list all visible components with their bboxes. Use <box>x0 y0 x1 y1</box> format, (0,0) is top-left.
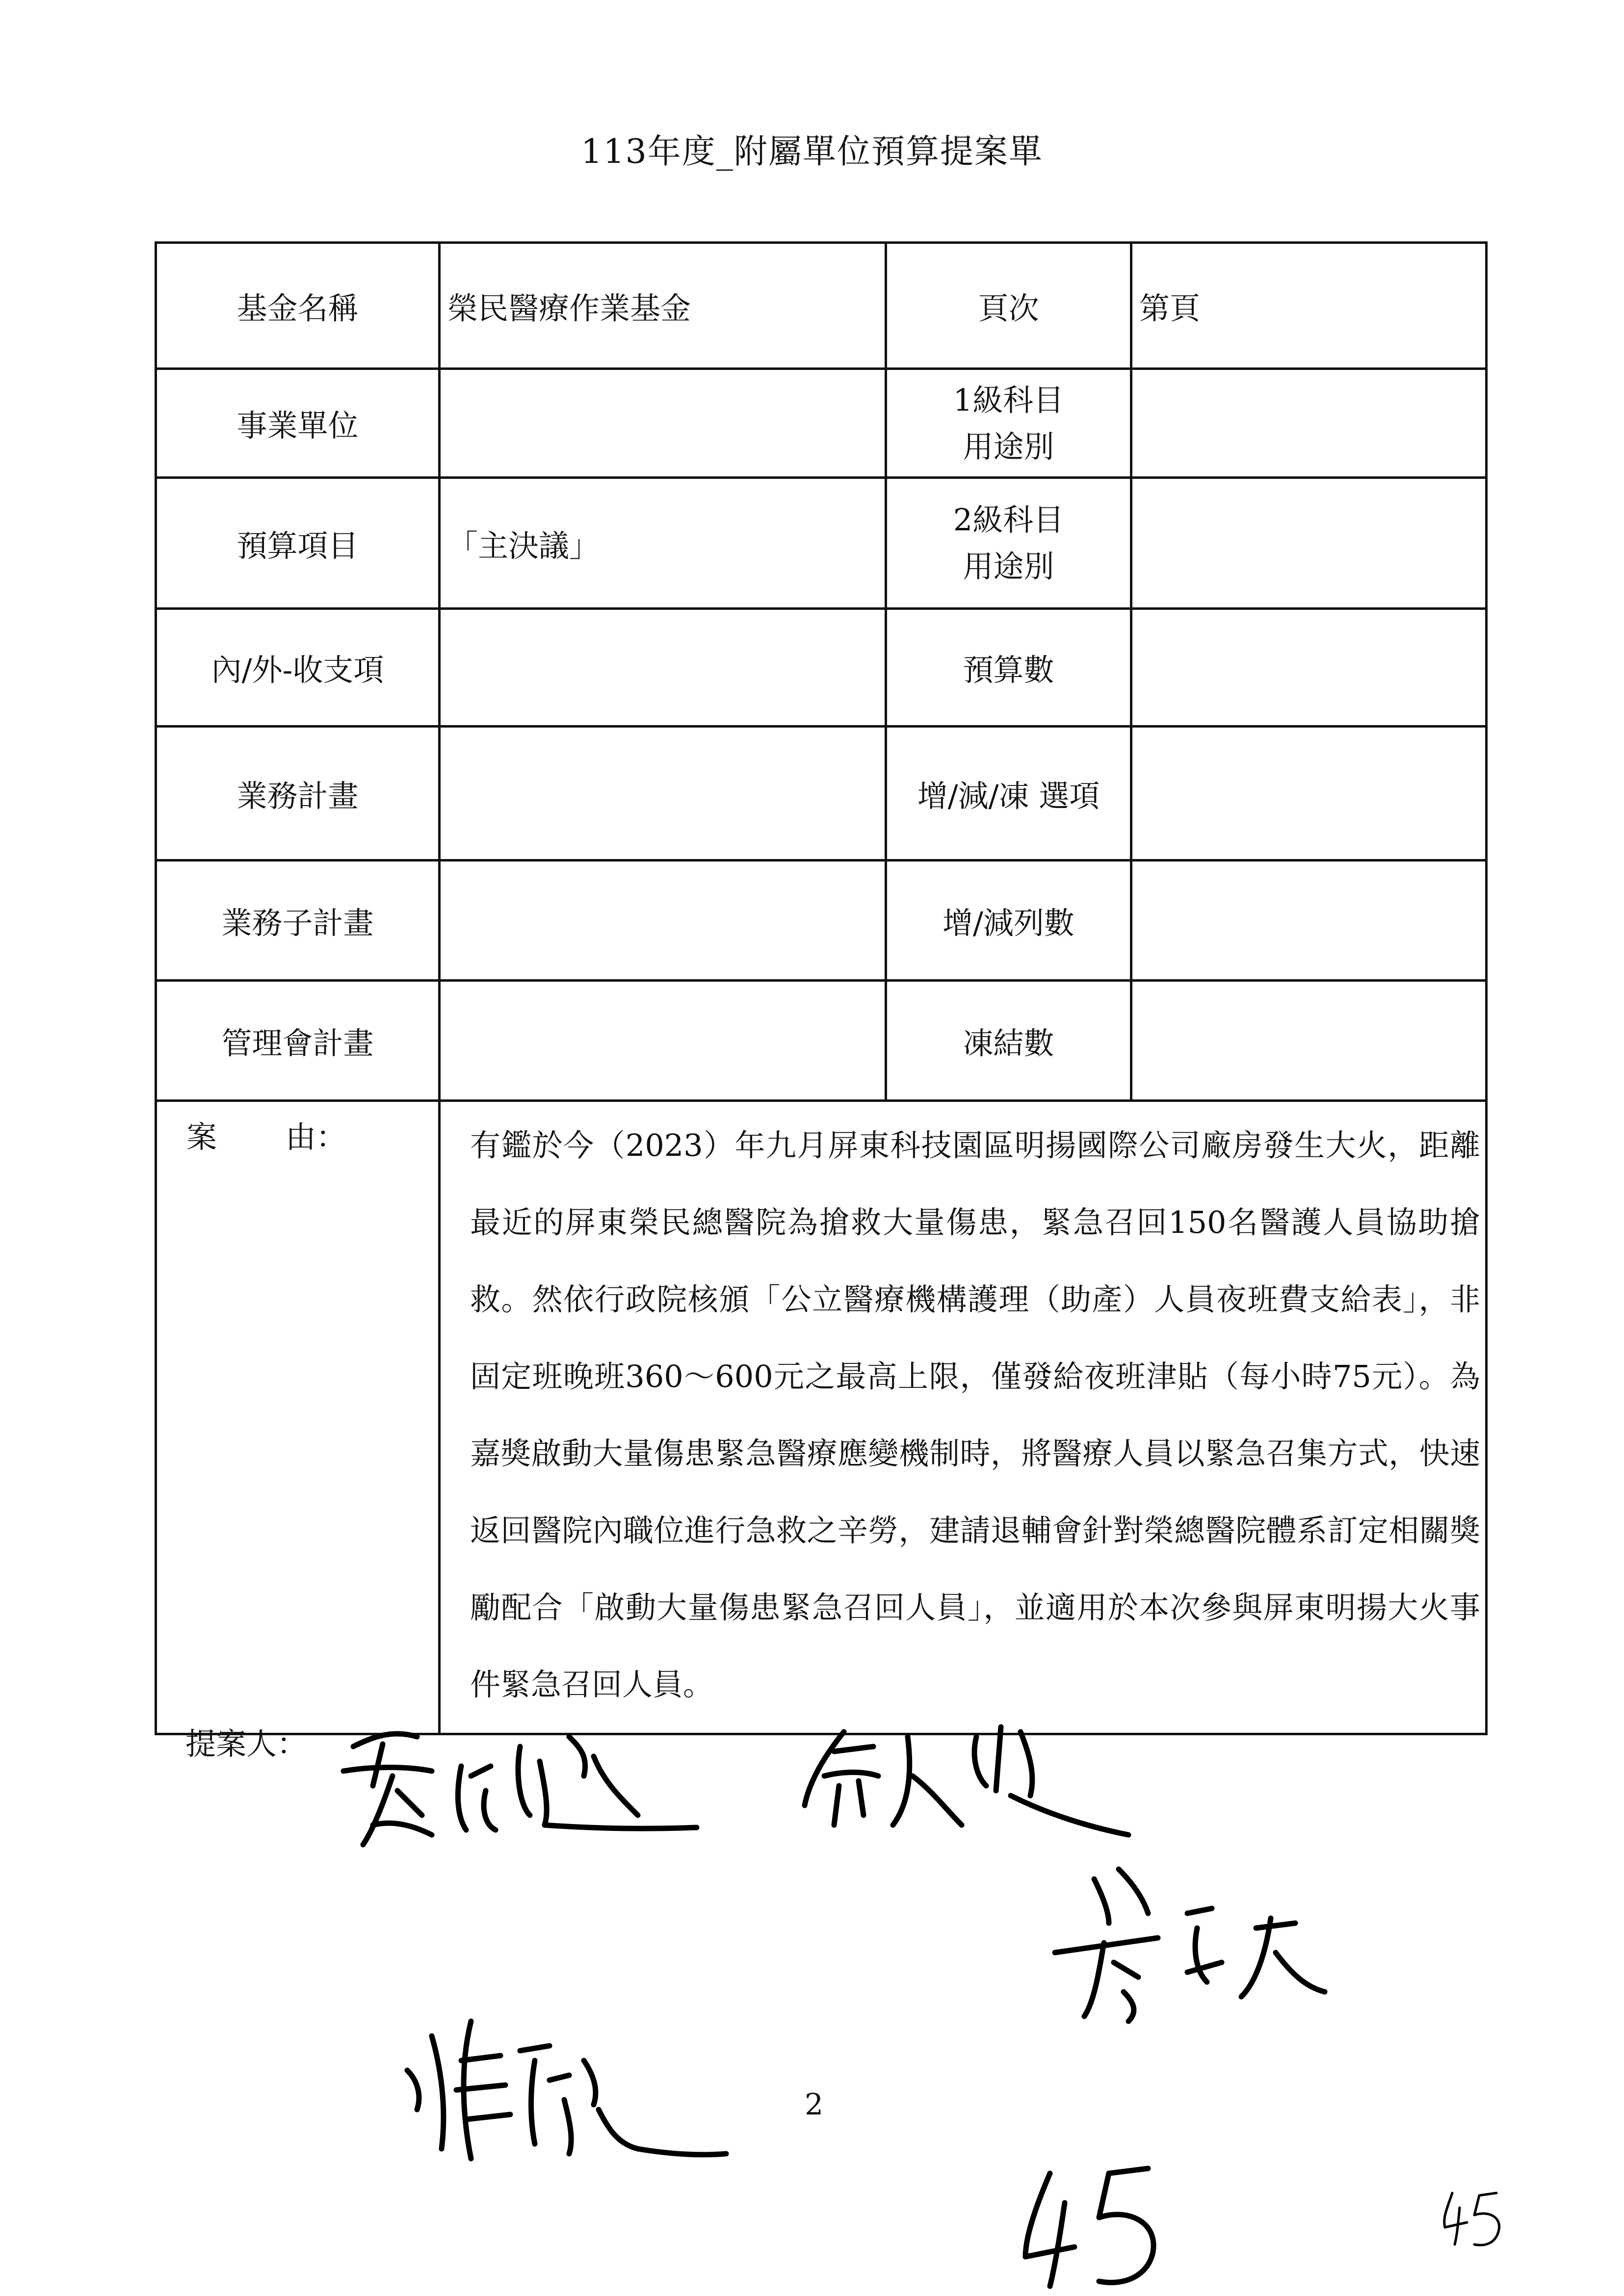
field-label: 增/減列數 <box>886 861 1131 981</box>
reason-label-char: 由： <box>286 1119 347 1155</box>
field-value: 榮民醫療作業基金 <box>440 243 886 369</box>
proposer-label: 提案人： <box>185 1726 308 1762</box>
field-label: 事業單位 <box>156 369 440 478</box>
field-label: 凍結數 <box>886 981 1131 1101</box>
signature-1 <box>343 1734 697 1845</box>
field-label: 管理會計畫 <box>156 981 440 1101</box>
field-label-line: 用途別 <box>963 428 1054 465</box>
handwritten-number-small <box>1444 2193 1499 2245</box>
field-label: 預算項目 <box>156 478 440 609</box>
field-label: 內/外-收支項 <box>156 609 440 727</box>
field-label-line: 用途別 <box>963 548 1054 584</box>
page-title: 113年度_附屬單位預算提案單 <box>581 132 1043 171</box>
page-number: 2 <box>805 2087 824 2122</box>
handwritten-number-large <box>1025 2168 1153 2286</box>
signature-2 <box>805 1727 1128 1835</box>
field-value: 「主決議」 <box>440 478 886 609</box>
field-label-line: 2級科目 <box>953 502 1064 538</box>
reason-label-char: 案 <box>186 1119 217 1155</box>
field-label: 基金名稱 <box>156 243 440 369</box>
field-label: 業務計畫 <box>156 727 440 861</box>
field-value: 第頁 <box>1131 243 1487 369</box>
field-label: 預算數 <box>886 609 1131 727</box>
field-label: 頁次 <box>886 243 1131 369</box>
field-label-line: 1級科目 <box>953 382 1064 418</box>
reason-text: 有鑑於今（2023）年九月屏東科技園區明揚國際公司廠房發生大火，距離最近的屏東榮民總醫院為搶救大量傷患，緊急召回150名醫護人員協助搶救。然依行政院核頒「公立醫療機構護理（助產）人員夜班費支給表」，非固定班晚班360～600元之最高上限，僅發給夜班津貼（每小時75元）。為嘉獎啟動大量傷患緊急醫療應變機制時，將醫療人員以緊急召集方式，快速返回醫院內職位進行急救之辛勞，建請退輔會針對榮總醫院體系訂定相關獎勵配合「啟動大量傷患緊急召回人員」，並適用於本次參與屏東明揚大火事件緊急召回人員。 <box>440 1101 1487 1734</box>
signature-3 <box>1055 1869 1325 2021</box>
signature-4 <box>407 2021 726 2159</box>
field-label: 增/減/凍 選項 <box>886 727 1131 861</box>
field-label: 業務子計畫 <box>156 861 440 981</box>
